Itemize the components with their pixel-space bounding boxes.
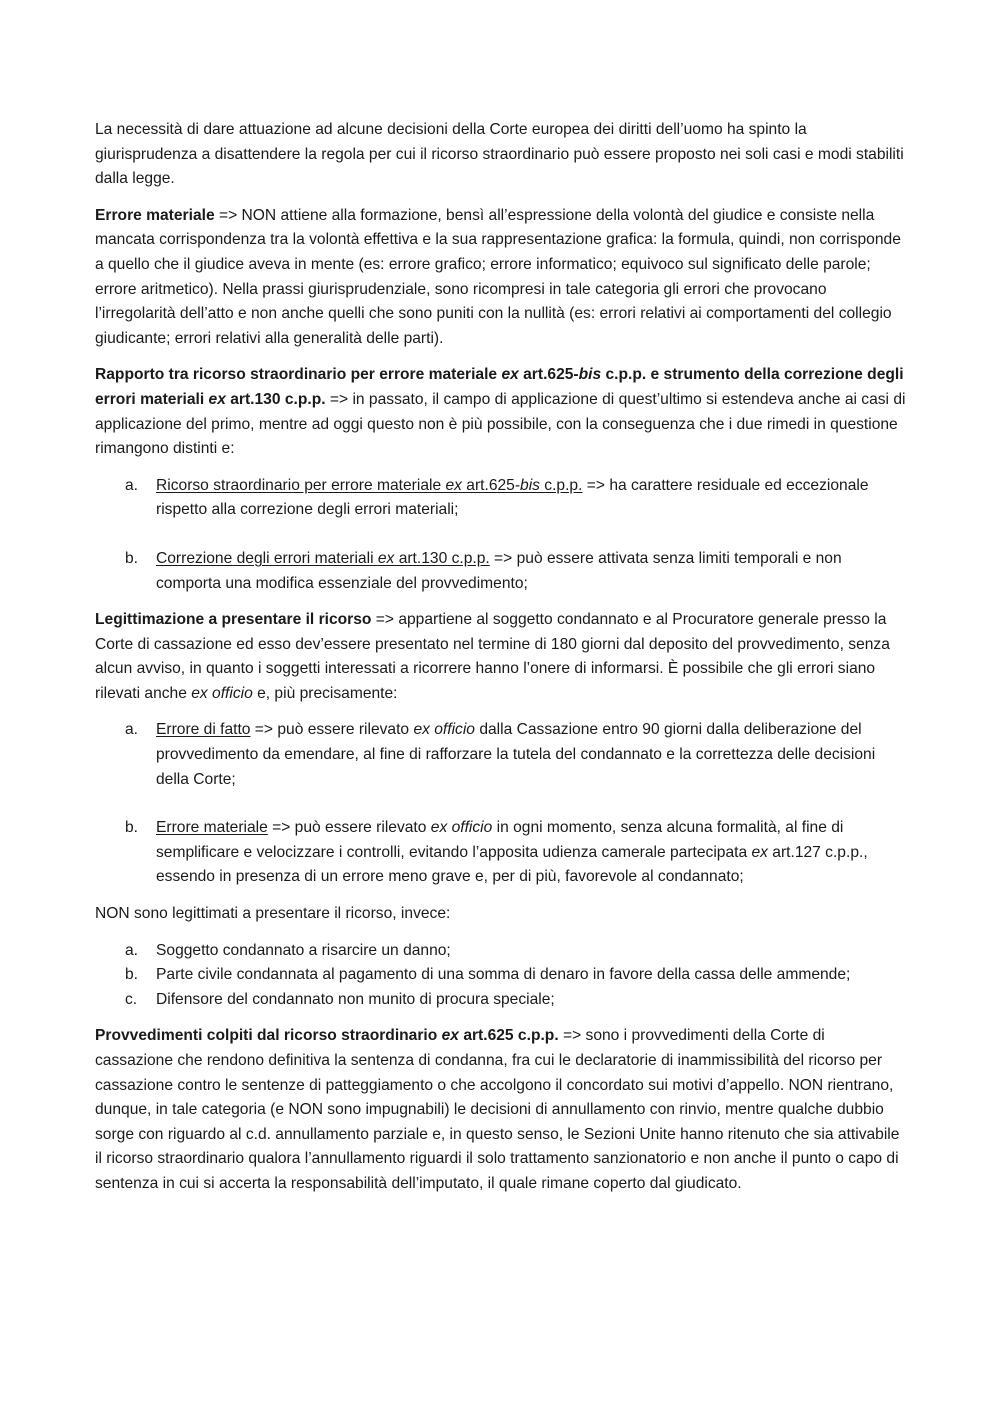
- section-heading: Provvedimenti colpiti dal ricorso straordinario ex art.625 c.p.p.: [95, 1027, 559, 1045]
- section-heading: Legittimazione a presentare il ricorso: [95, 611, 372, 629]
- paragraph-text: => NON attiene alla formazione, bensì all’espressione della volontà del giudice e consiste nella mancata corrispondenza tra la volontà effettiva e la sua rappresentazione grafica: la formula, quindi, non corrisponde a quello che il giudice aveva in mente (es: errore grafico; errore informatico; equivoco sul significato delle parole; errore aritmetico). Nella prassi giurisprudenziale, sono ricompresi in tale categoria gli errori che provocano l’irregolarità dell’atto e non anche quelli che sono puniti con la nullità (es: errori relativi ai comportamenti del collegio giudicante; errori relativi alla generalità delle parti).: [95, 206, 901, 347]
- document-page: [95, 118, 907, 1209]
- non-legittimati-paragraph: NON sono legittimati a presentare il ricorso, invece:: [95, 905, 451, 923]
- item-text: => ha carattere residuale ed eccezionale rispetto alla correzione degli errori materiali;: [156, 476, 869, 519]
- item-text: Difensore del condannato non munito di procura speciale;: [156, 990, 555, 1008]
- section-heading: Rapporto tra ricorso straordinario per errore materiale ex art.625-bis c.p.p. e strumento della correzione degli errori materiali ex art.130 c.p.p.: [95, 366, 904, 408]
- paragraph-text: => in passato, il campo di applicazione di quest’ultimo si estendeva anche ai casi di applicazione del primo, mentre ad oggi questo non è più possibile, con la conseguenza che i due rimedi in questione rimangono distinti e:: [95, 390, 906, 458]
- list-item: [95, 988, 907, 1013]
- list-item: [95, 963, 907, 988]
- list-marker: a.: [125, 721, 139, 739]
- rilevazione-list: [95, 718, 907, 890]
- list-item: a. Errore di fatto => può essere rilevato ex officio dalla Cassazione entro 90 giorni dalla deliberazione del provvedimento da emendare, al fine di rafforzare la tutela del condannato e la correttezza delle decisioni della Corte;: [95, 718, 907, 792]
- list-marker: a.: [125, 476, 139, 494]
- list-item: [95, 939, 907, 964]
- item-label: Errore di fatto: [156, 721, 251, 739]
- non-legittimati-list: [95, 939, 907, 1013]
- item-text: => può essere attivata senza limiti temporali e non comporta una modifica essenziale del provvedimento;: [156, 549, 842, 592]
- list-item: [95, 547, 907, 596]
- list-marker: a.: [125, 941, 139, 959]
- list-marker: b.: [125, 819, 139, 837]
- errore-materiale-paragraph: [95, 204, 907, 352]
- item-text: Parte civile condannata al pagamento di una somma di denaro in favore della cassa delle ammende;: [156, 966, 851, 984]
- legittimazione-paragraph: Legittimazione a presentare il ricorso => appartiene al soggetto condannato e al Procuratore generale presso la Corte di cassazione ed esso dev’essere presentato nel termine di 180 giorni dal deposito del provvedimento, senza alcun avviso, in quanto i soggetti interessati a ricorrere hanno l’onere di informarsi. È possibile che gli errori siano rilevati anche ex officio e, più precisamente:: [95, 611, 890, 702]
- item-label: Correzione degli errori materiali ex art.130 c.p.p.: [156, 549, 490, 567]
- list-marker: b.: [125, 966, 139, 984]
- paragraph-text: => appartiene al soggetto condannato e al Procuratore generale presso la Corte di cassazione ed esso dev’essere presentato nel termine di 180 giorni dal deposito del provvedimento, senza alcun avviso, in quanto i soggetti interessati a ricorrere hanno l’onere di informarsi. È possibile che gli errori siano rilevati anche: [95, 611, 890, 702]
- rapporto-paragraph: [95, 363, 907, 461]
- rimedi-list: [95, 474, 907, 596]
- item-label: Errore materiale: [156, 819, 268, 837]
- section-heading: Errore materiale: [95, 206, 215, 224]
- item-text: Soggetto condannato a risarcire un danno;: [156, 941, 451, 959]
- paragraph-text: => sono i provvedimenti della Corte di cassazione che rendono definitiva la sentenza di condanna, fra cui le declaratorie di inammissibilità del ricorso per cassazione contro le sentenze di patteggiamento o che accolgono il concordato sui motivi d’appello. NON rientrano, dunque, in tale categoria (e NON sono impugnabili) le decisioni di annullamento con rinvio, mentre qualche dubbio sorge con riguardo al c.d. annullamento parziale e, in questo senso, le Sezioni Unite hanno ritenuto che sia attivabile il ricorso straordinario qualora l’annullamento riguardi il solo trattamento sanzionatorio e non anche il punto o capo di sentenza in cui si accerta la responsabilità dell’imputato, il quale rimane coperto dal giudicato.: [95, 1027, 900, 1192]
- list-marker: c.: [125, 990, 138, 1008]
- intro-paragraph: La necessità di dare attuazione ad alcune decisioni della Corte europea dei diritti dell’uomo ha spinto la giurisprudenza a disattendere la regola per cui il ricorso straordinario può essere proposto nei soli casi e modi stabiliti dalla legge.: [95, 121, 904, 188]
- provvedimenti-paragraph: [95, 1024, 907, 1196]
- list-marker: b.: [125, 549, 139, 567]
- list-item: [95, 474, 907, 523]
- item-label: Ricorso straordinario per errore materiale ex art.625-bis c.p.p.: [156, 476, 583, 494]
- list-item: b. Errore materiale => può essere rilevato ex officio in ogni momento, senza alcuna formalità, al fine di semplificare e velocizzare i controlli, evitando l’apposita udienza camerale partecipata ex art.127 c.p.p., essendo in presenza di un errore meno grave e, per di più, favorevole al condannato;: [95, 816, 907, 890]
